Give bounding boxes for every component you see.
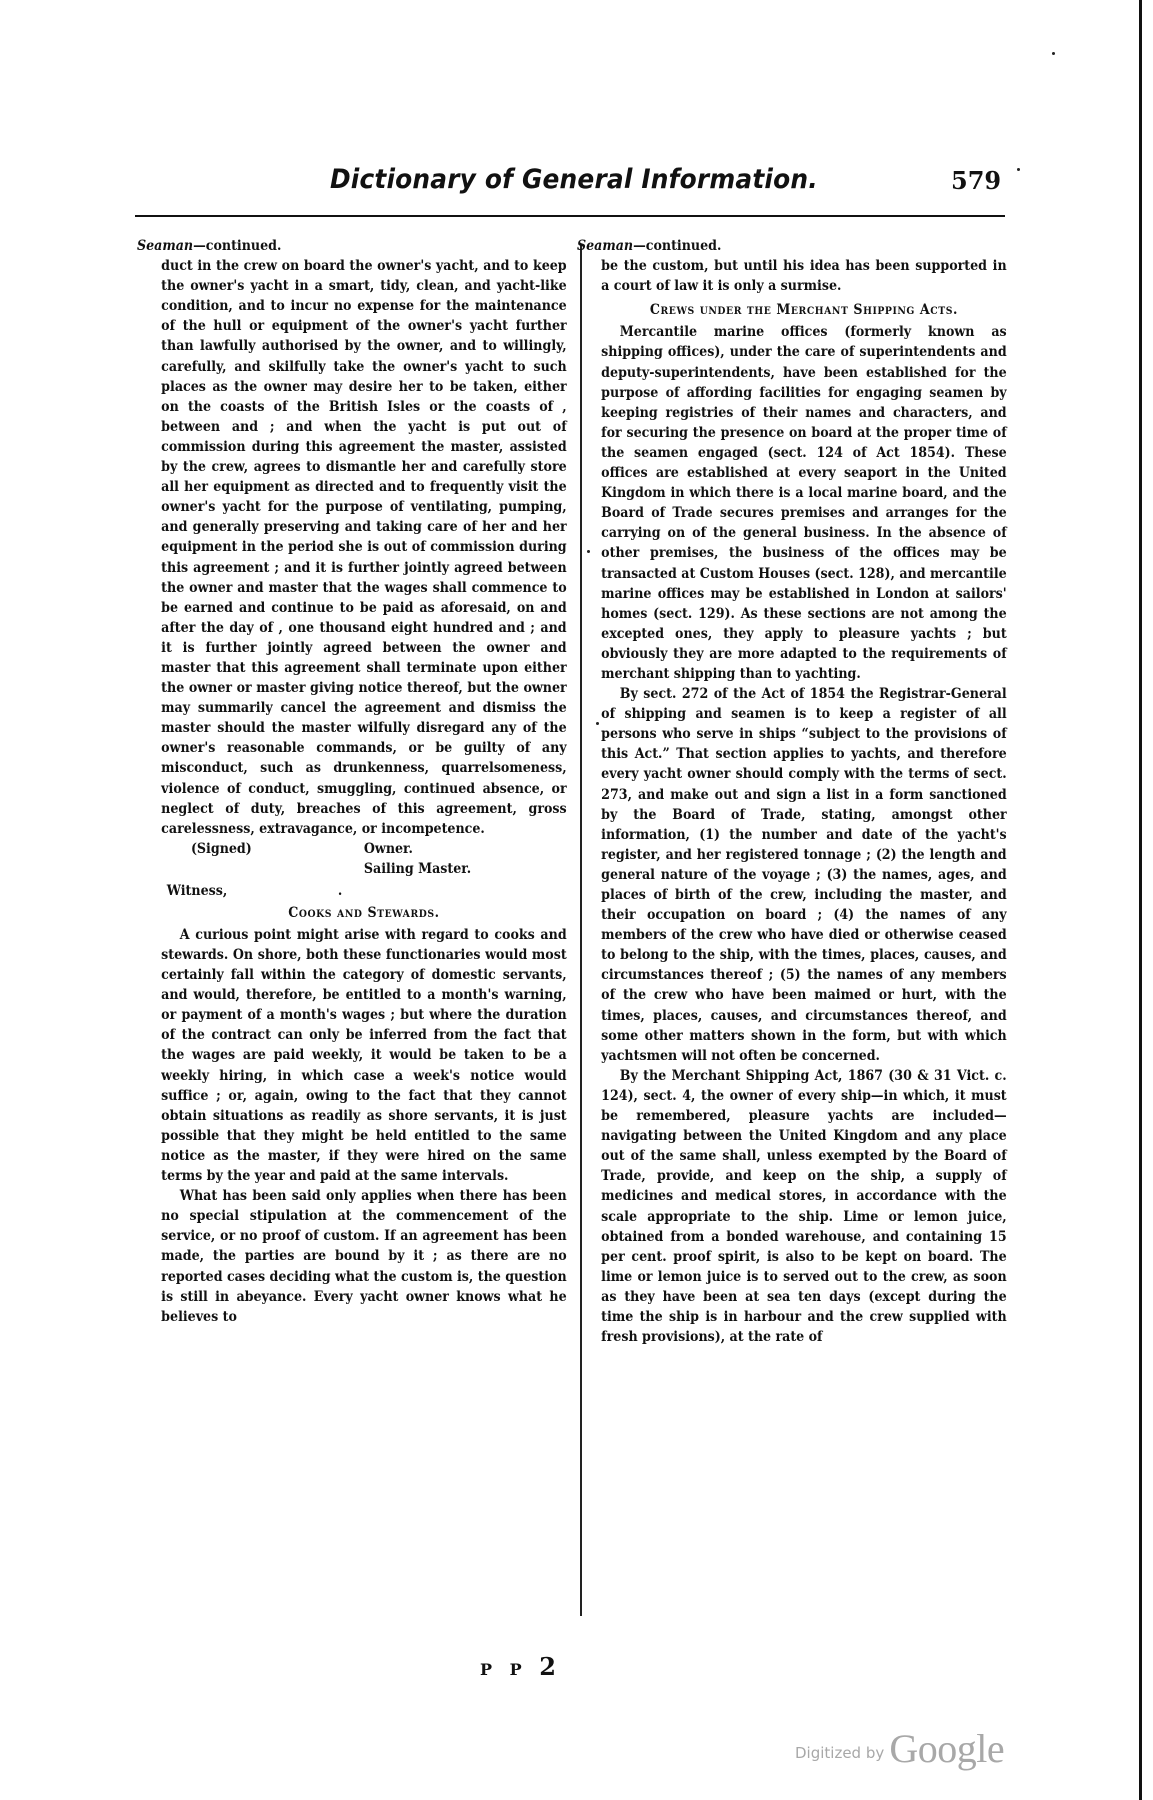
google-logo-icon: Google (889, 1726, 1005, 1771)
header-rule (135, 215, 1005, 217)
merchant-shipping-text (601, 322, 1006, 1347)
paragraph: A curious point might arise with regard to cooks and stewards. On shore, both these functionaries would most certainly fall within the category of domestic servants, and would, therefore, be entitled to a month's warning, or payment of a month's wages ; but where the duration of the contract can only be inferred from the fact that the wages are paid weekly, it would be taken to be a weekly hiring, in which case a week's notice would suffice ; or, again, owing to the fact that they cannot obtain situations as readily as shore servants, it is just possible that they might be held entitled to the same notice as the master, if they were hired on the same terms by the year and paid at the same intervals. (161, 926, 567, 1185)
witness-label: Witness, (166, 882, 228, 899)
opening-text: be the custom, but until his idea has been supported in a court of law it is only a surmise. (601, 258, 1007, 295)
page-number: 579 (951, 166, 1002, 195)
signed-label: (Signed) (190, 840, 252, 857)
owner-label: Owner. (363, 840, 413, 857)
running-head (135, 160, 1015, 208)
continued-label: —continued. (193, 238, 282, 254)
continuation-heading (137, 236, 567, 256)
scan-speck (1052, 52, 1055, 55)
digitized-watermark (795, 1725, 1004, 1772)
signature-letters: P P (480, 1660, 528, 1679)
signature-block (161, 839, 566, 899)
signature-number: 2 (539, 1652, 556, 1681)
paragraph: Mercantile marine offices (formerly known as shipping offices), under the care of superintendents and deputy-superintendents, have been established for the purpose of affording facilities for engaging seamen by keeping registries of their names and characters, and for securing the presence on board at the proper time of the seamen engaged (sect. 124 of Act 1854). These offices are established at every seaport in the United Kingdom in which there is a local marine board, and the Board of Trade secures premises and arranges for the carrying on of the general business. In the absence of other premises, the business of the offices may be transacted at Custom Houses (sect. 128), and mercantile marine offices may be established in London at sailors' homes (sect. 129). As these sections are not among the excepted ones, they apply to pleasure yachts ; but obviously they are more adapted to the requirements of merchant shipping than to yachting. (601, 324, 1007, 682)
entry-name: Seaman (137, 238, 194, 254)
right-column (577, 236, 1007, 1347)
scan-speck (587, 550, 590, 553)
agreement-text: duct in the crew on board the owner's yacht, and to keep the owner's yacht in a smart, tidy, clean, and yacht-like condition, and to incur no expense for the maintenance of the hull or equipment of the owner's yacht further than lawfully authorised by the owner, and to willingly, carefully, and skilfully take the owner's yacht to such places as the owner may desire her to be taken, either on the coasts of the British Isles or the coasts of , between and ; and when the yacht is put out of commission during this agreement the master, assisted by the crew, agrees to dismantle her and carefully store all her equipment as directed and to frequently visit the owner's yacht for the purpose of ventilating, pumping, and generally preserving and taking care of her and her equipment in the period she is out of commission during this agreement ; and it is further jointly agreed between the owner and master that the wages shall commence to be earned and continue to be paid as aforesaid, on and after the day of , one thousand eight hundred and ; and it is further jointly agreed between the owner and master that this agreement shall terminate upon either the owner or master giving notice thereof, but the owner may summarily cancel the agreement and dismiss the master should the master wilfully disregard any of the owner's reasonable commands, or be guilty of any misconduct, such as drunkenness, quarrelsomeness, violence of conduct, smuggling, continued absence, or neglect of duty, breaches of this agreement, gross carelessness, extravagance, or incompetence. (161, 258, 567, 837)
watermark-prefix: Digitized by (795, 1744, 885, 1762)
scan-page-edge-lower (1139, 360, 1141, 1800)
agreement-text-block (161, 256, 566, 839)
printer-signature-mark (480, 1652, 556, 1681)
running-title: Dictionary of General Information. (330, 164, 818, 195)
section-heading-crews-merchant-shipping: Crews under the Merchant Shipping Acts. (649, 302, 958, 319)
scan-speck (596, 722, 599, 725)
scan-speck (1017, 168, 1020, 171)
section-heading-cooks-stewards: Cooks and Stewards. (288, 904, 440, 921)
sailing-master-label: Sailing Master. (363, 860, 472, 877)
continuation-heading (577, 236, 1007, 256)
continued-label: —continued. (633, 238, 722, 254)
paragraph: By the Merchant Shipping Act, 1867 (30 & 31 Vict. c. 124), sect. 4, the owner of every ship—in which, it must be remembered, pleasure yachts are included—navigating between the United Kingdom and any place out of the same shall, unless exempted by the Board of Trade, provide, and keep on the ship, a supply of medicines and medical stores, in accordance with the scale appropriate to the ship. Lime or lemon juice, obtained from a bonded warehouse, and containing 15 per cent. proof spirit, is also to be kept on board. The lime or lemon juice is to served out to the crew, as soon as they have been at sea ten days (except during the time the ship is in harbour and the crew supplied with fresh provisions), at the rate of (601, 1067, 1007, 1346)
paragraph: By sect. 272 of the Act of 1854 the Registrar-General of shipping and seamen is to keep a register of all persons who serve in ships “subject to the provisions of this Act.” That section applies to yachts, and therefore every yacht owner should comply with the terms of sect. 273, and make out and sign a list in a form sanctioned by the Board of Trade, stating, amongst other information, (1) the number and date of the yacht's register, and her registered tonnage ; (2) the length and general nature of the voyage ; (3) the names, ages, and places of birth of the crew, including the master, and their occupation on board ; (4) the names of any members of the crew who have died or otherwise ceased to belong to the ship, with the times, places, causes, and circumstances thereof ; (5) the names of any members of the crew who have been maimed or hurt, with the times, places, causes, and circumstances thereof, and some other matters shown in the form, but with which yachtsmen will not often be concerned. (601, 686, 1007, 1064)
paragraph: What has been said only applies when there has been no special stipulation at the commencement of the service, or no proof of custom. If an agreement has been made, the parties are bound by it ; as there are no reported cases deciding what the custom is, the question is still in abeyance. Every yacht owner knows what he believes to (161, 1188, 567, 1325)
opening-text-block (601, 256, 1006, 296)
entry-name: Seaman (577, 238, 634, 254)
witness-dot: . (337, 882, 343, 899)
left-column (137, 236, 567, 1327)
cooks-stewards-text (161, 925, 566, 1327)
